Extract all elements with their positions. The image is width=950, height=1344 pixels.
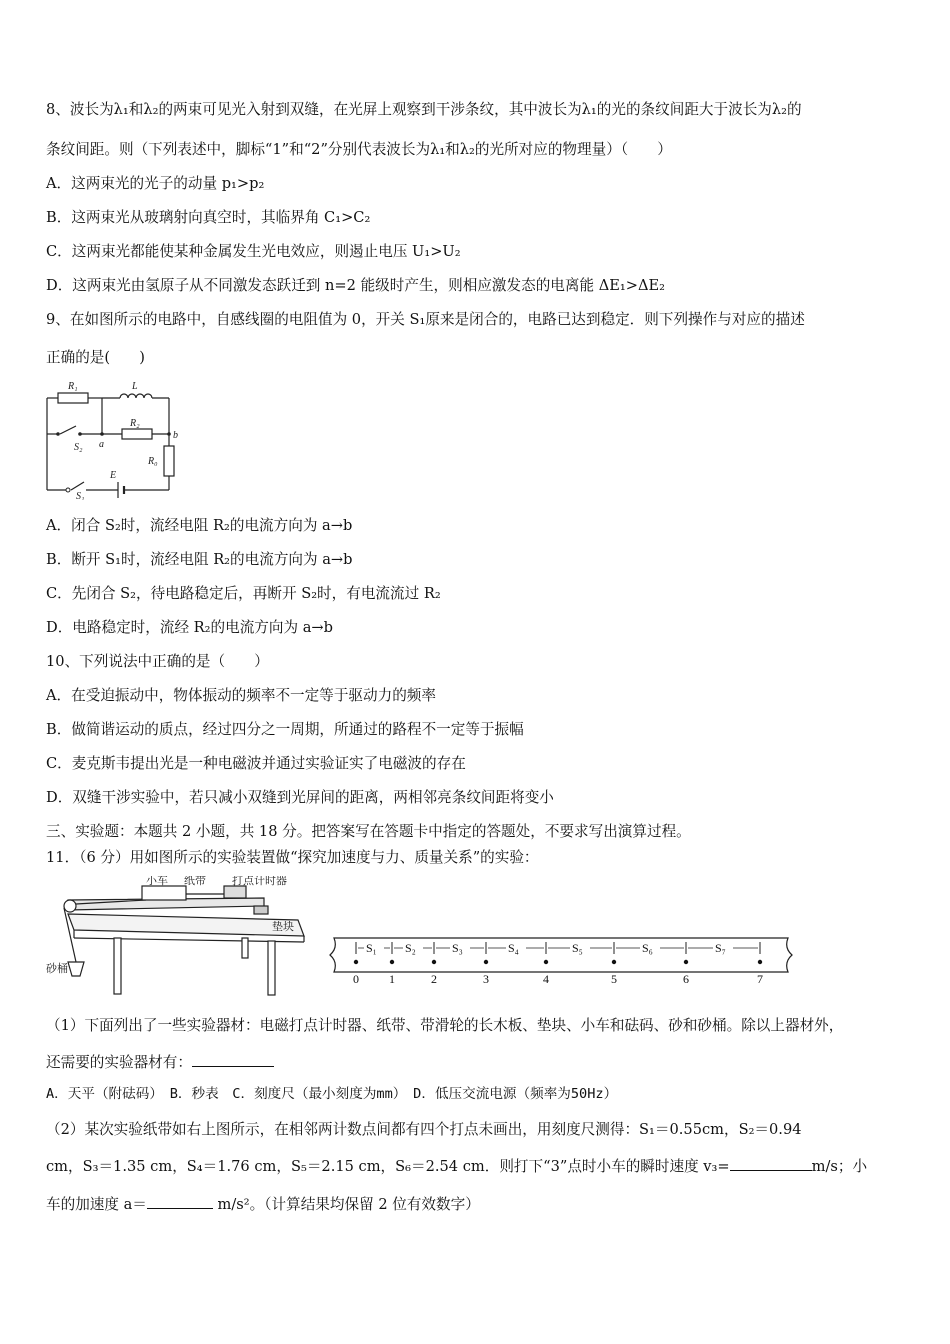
q11-part1-line2	[46, 1052, 274, 1073]
tape-point-7	[758, 960, 762, 964]
answer-blank-equipment[interactable]	[192, 1052, 274, 1067]
label-e: E	[110, 470, 117, 481]
q11-part2-text-a: cm，S₃＝1.35 cm，S₄＝1.76 cm，S₅＝2.15 cm，S₆＝2.54 cm．则打下“3”点时小车的瞬时速度 v₃=	[46, 1158, 730, 1175]
q8-stem-line2: 条纹间距。则（下列表述中，脚标“1”和“2”分别代表波长为λ₁和λ₂的光所对应的物理量）（ ）	[46, 141, 672, 158]
q10-option-b: B．做简谐运动的质点，经过四分之一周期，所通过的路程不一定等于振幅	[46, 721, 524, 738]
tape-point-6	[684, 960, 688, 964]
tape-point-label-0: 0	[353, 972, 359, 986]
tape-diagram	[326, 928, 800, 990]
q10-option-a: A．在受迫振动中，物体振动的频率不一定等于驱动力的频率	[46, 687, 436, 704]
label-tape: 纸带	[184, 876, 206, 887]
answer-blank-v3[interactable]	[730, 1156, 812, 1171]
q11-part2-line3	[46, 1194, 480, 1215]
q8-option-c: C．这两束光都能使某种金属发生光电效应，则遏止电压 U₁>U₂	[46, 243, 461, 260]
tape-point-2	[432, 960, 436, 964]
tape-point-label-1: 1	[389, 972, 395, 986]
q8-option-a: A．这两束光的光子的动量 p₁>p₂	[46, 175, 265, 192]
q11-part1-line1: （1）下面列出了一些实验器材：电磁打点计时器、纸带、带滑轮的长木板、垫块、小车和砝码、砂和砂桶。除以上器材外，	[46, 1017, 844, 1034]
tape-point-label-6: 6	[683, 972, 689, 986]
q9-option-b: B．断开 S₁时，流经电阻 R₂的电流方向为 a→b	[46, 551, 353, 568]
answer-blank-acceleration[interactable]	[147, 1194, 213, 1209]
label-r1: R₁	[68, 381, 78, 392]
q9-stem-line1: 9、在如图所示的电路中，自感线圈的电阻值为 0，开关 S₁原来是闭合的，电路已达到稳定．则下列操作与对应的描述	[46, 311, 805, 328]
tape-segment-label-2: S₂	[405, 941, 416, 955]
tape-point-label-2: 2	[431, 972, 437, 986]
label-r0: R₀	[148, 456, 158, 467]
q8-option-b: B．这两束光从玻璃射向真空时，其临界角 C₁>C₂	[46, 209, 371, 226]
q10-option-d: D．双缝干涉实验中，若只减小双缝到光屏间的距离，两相邻亮条纹间距将变小	[46, 789, 554, 806]
resistor-r0	[164, 446, 174, 476]
section-3-heading: 三、实验题：本题共 2 小题，共 18 分。把答案写在答题卡中指定的答题处，不要求写出演算过程。	[46, 823, 691, 840]
label-bucket: 砂桶	[46, 963, 68, 975]
tape-point-label-5: 5	[611, 972, 617, 986]
label-l: L	[132, 381, 138, 392]
tape-segment-label-4: S₄	[508, 941, 519, 955]
tape-point-1	[390, 960, 394, 964]
q9-option-a: A．闭合 S₂时，流经电阻 R₂的电流方向为 a→b	[46, 517, 353, 534]
q9-option-d: D．电路稳定时，流经 R₂的电流方向为 a→b	[46, 619, 333, 636]
q11-part2-line1: （2）某次实验纸带如右上图所示，在相邻两计数点间都有四个打点未画出，用刻度尺测得：S₁＝0.55cm，S₂＝0.94	[46, 1121, 802, 1138]
q11-part2-text-b: m/s；小	[811, 1158, 868, 1175]
label-block: 垫块	[272, 921, 294, 933]
q8-stem-line1: 8、波长为λ₁和λ₂的两束可见光入射到双缝，在光屏上观察到干涉条纹，其中波长为λ₁的光的条纹间距大于波长为λ₂的	[46, 101, 802, 118]
q10-stem: 10、下列说法中正确的是（ ）	[46, 653, 269, 670]
q11-options: A．天平（附砝码） B．秒表 C．刻度尺（最小刻度为mm） D．低压交流电源（频率为50Hz）	[46, 1086, 618, 1102]
label-r2: R₂	[130, 418, 140, 429]
cart-shape	[142, 886, 186, 900]
tape-segment-label-5: S₅	[572, 941, 583, 955]
q9-option-c: C．先闭合 S₂，待电路稳定后，再断开 S₂时，有电流流过 R₂	[46, 585, 441, 602]
q11-part2-text-d: m/s²。（计算结果均保留 2 位有效数字）	[212, 1196, 480, 1213]
resistor-r1	[58, 393, 88, 403]
q11-part2-text-c: 车的加速度 a＝	[46, 1196, 147, 1213]
tape-point-4	[544, 960, 548, 964]
q11-stem: 11．（6 分）用如图所示的实验装置做“探究加速度与力、质量关系”的实验：	[46, 849, 539, 866]
tape-point-0	[354, 960, 358, 964]
resistor-r2	[122, 429, 152, 439]
tape-segment-label-6: S₆	[642, 941, 653, 955]
label-s1: S₁	[76, 491, 85, 500]
tape-segment-label-3: S₃	[452, 941, 463, 955]
apparatus-diagram	[46, 876, 310, 1000]
tape-point-label-7: 7	[757, 972, 763, 986]
tape-point-3	[484, 960, 488, 964]
q11-part2-line2	[46, 1156, 867, 1177]
block-shape	[254, 906, 268, 914]
tape-point-label-4: 4	[543, 972, 549, 986]
q11-part1-prompt: 还需要的实验器材有：	[46, 1054, 192, 1071]
q10-option-c: C．麦克斯韦提出光是一种电磁波并通过实验证实了电磁波的存在	[46, 755, 466, 772]
circuit-diagram	[44, 378, 186, 500]
tape-point-5	[612, 960, 616, 964]
label-node-b: b	[173, 430, 178, 441]
q8-option-d: D．这两束光由氢原子从不同激发态跃迁到 n=2 能级时产生，则相应激发态的电离能 ΔE₁>ΔE₂	[46, 277, 666, 294]
label-timer: 打点计时器	[232, 876, 287, 887]
tape-segment-label-1: S₁	[366, 941, 377, 955]
q9-stem-line2: 正确的是( )	[46, 349, 145, 366]
label-s2: S₂	[74, 442, 83, 453]
tape-point-label-3: 3	[483, 972, 489, 986]
tape-segment-label-7: S₇	[715, 941, 726, 955]
inductor-l	[120, 394, 152, 398]
timer-shape	[224, 886, 246, 898]
label-node-a: a	[99, 439, 104, 450]
label-cart: 小车	[146, 876, 168, 887]
